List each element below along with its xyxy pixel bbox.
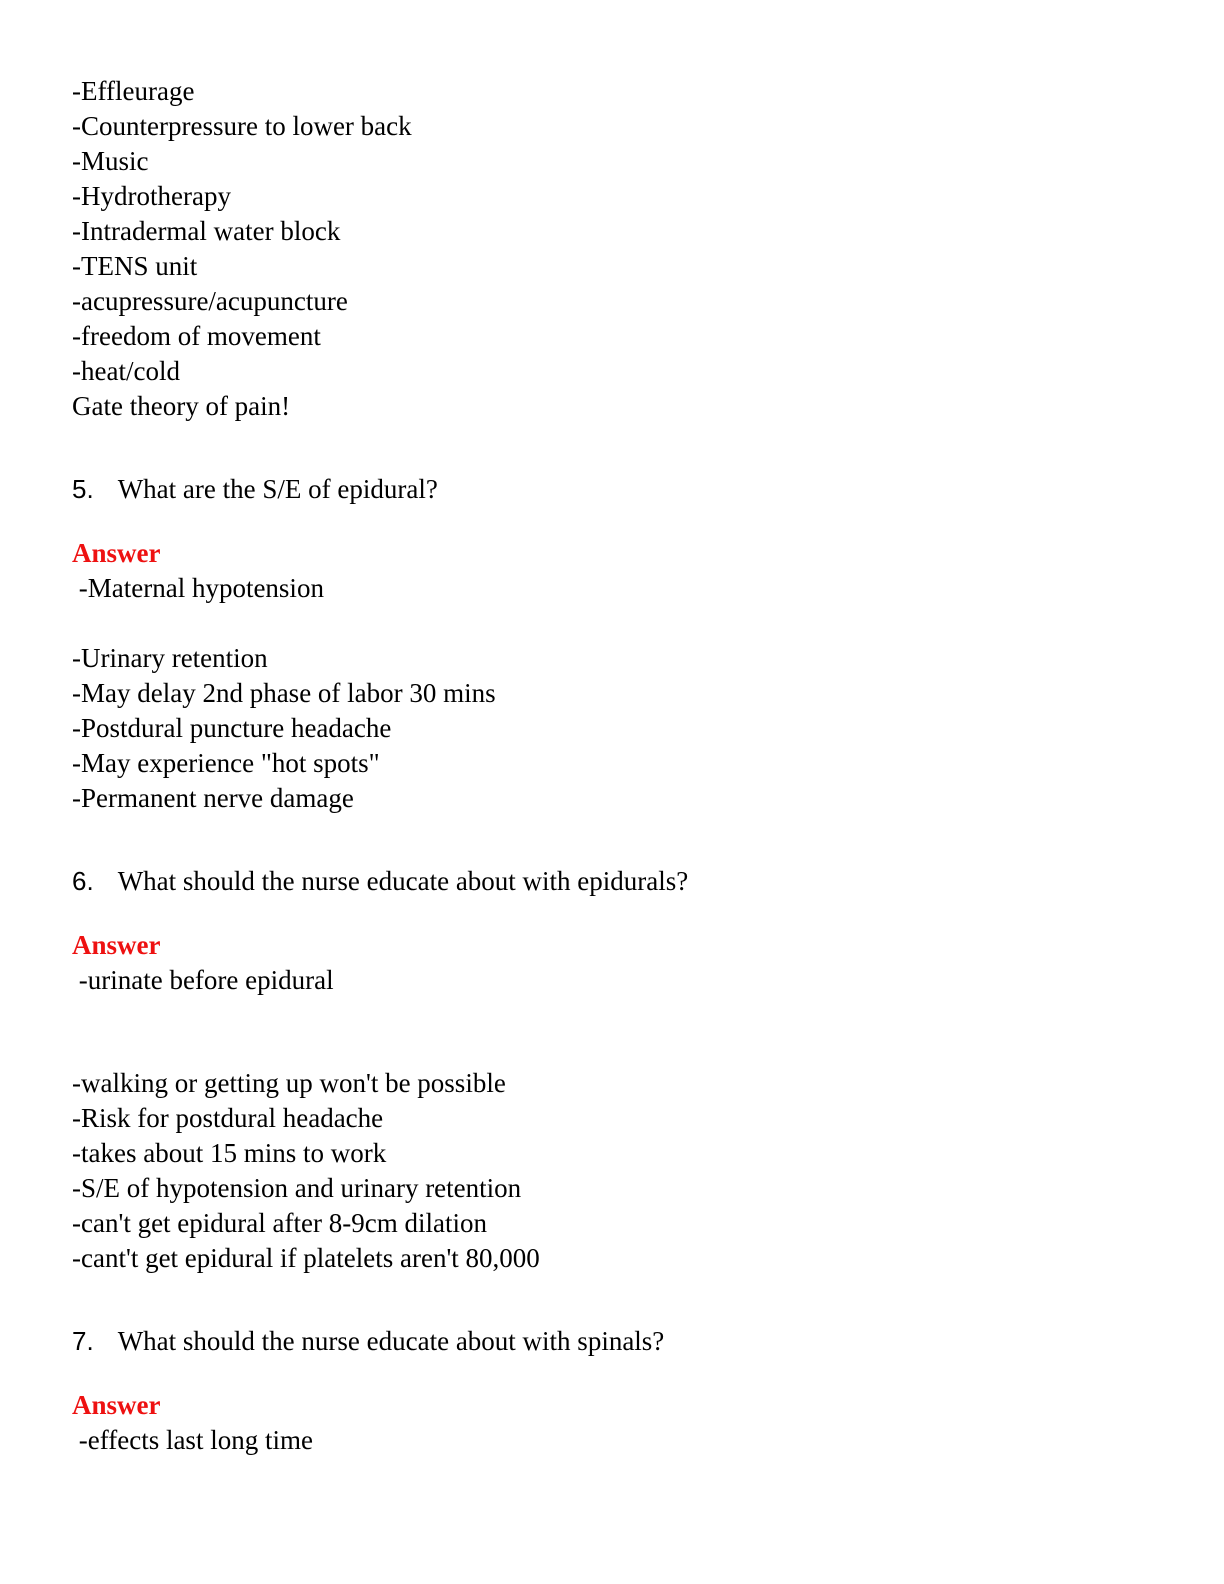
answer-line: -heat/cold bbox=[72, 356, 180, 386]
question-item bbox=[72, 1324, 1154, 1458]
answer-line: -Music bbox=[72, 146, 149, 176]
answer-line: -May experience "hot spots" bbox=[72, 748, 380, 778]
answer-line: -freedom of movement bbox=[72, 321, 321, 351]
question-number: 7. bbox=[72, 1326, 94, 1356]
question-text: What should the nurse educate about with epidurals? bbox=[117, 866, 689, 896]
answer-line: Gate theory of pain! bbox=[72, 391, 291, 421]
answer-line: -acupressure/acupuncture bbox=[72, 286, 348, 316]
answer-lead-line: -Maternal hypotension bbox=[72, 573, 324, 603]
answer-label: Answer bbox=[72, 538, 161, 568]
answer-lead-line: -effects last long time bbox=[72, 1425, 313, 1455]
question-item bbox=[72, 472, 1154, 816]
answer-line: -May delay 2nd phase of labor 30 mins bbox=[72, 678, 496, 708]
answer-line: -walking or getting up won't be possible bbox=[72, 1068, 506, 1098]
question-text: What are the S/E of epidural? bbox=[117, 474, 438, 504]
answer-line: -cant't get epidural if platelets aren't 80,000 bbox=[72, 1243, 540, 1273]
answer-line: -Urinary retention bbox=[72, 643, 268, 673]
answer-lines bbox=[72, 1066, 1154, 1276]
intro-answer-list bbox=[72, 74, 1154, 424]
answer-line: -Risk for postdural headache bbox=[72, 1103, 384, 1133]
answer-line: -Postdural puncture headache bbox=[72, 713, 392, 743]
answer-line: -Effleurage bbox=[72, 76, 195, 106]
answer-line: -can't get epidural after 8-9cm dilation bbox=[72, 1208, 487, 1238]
answer-line: -Intradermal water block bbox=[72, 216, 341, 246]
question-item bbox=[72, 864, 1154, 1276]
answer-line: -takes about 15 mins to work bbox=[72, 1138, 387, 1168]
question-row bbox=[72, 1324, 1154, 1359]
answer-lines bbox=[72, 641, 1154, 816]
answer-label: Answer bbox=[72, 930, 161, 960]
answer-label: Answer bbox=[72, 1390, 161, 1420]
question-number: 6. bbox=[72, 866, 94, 896]
question-row bbox=[72, 472, 1154, 507]
answer-line: -Hydrotherapy bbox=[72, 181, 231, 211]
answer-line: -S/E of hypotension and urinary retention bbox=[72, 1173, 522, 1203]
answer-line: -Permanent nerve damage bbox=[72, 783, 354, 813]
answer-line: -Counterpressure to lower back bbox=[72, 111, 412, 141]
answer-line: -TENS unit bbox=[72, 251, 198, 281]
question-text: What should the nurse educate about with spinals? bbox=[117, 1326, 665, 1356]
question-row bbox=[72, 864, 1154, 899]
answer-lead-line: -urinate before epidural bbox=[72, 965, 334, 995]
question-number: 5. bbox=[72, 474, 94, 504]
